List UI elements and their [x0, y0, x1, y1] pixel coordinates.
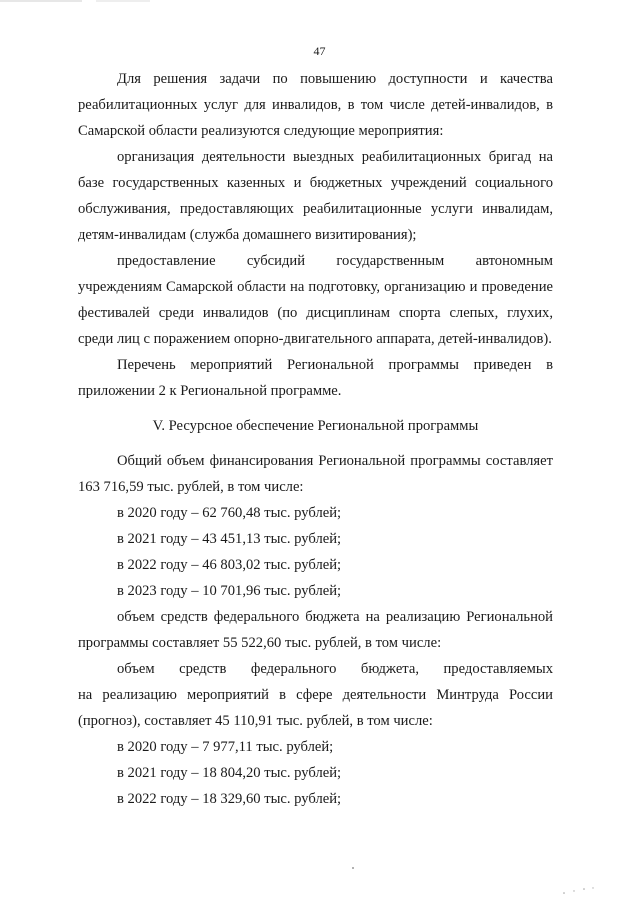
mintrud-funding-2020: в 2020 году – 7 977,11 тыс. рублей;	[117, 739, 334, 755]
paragraph-mintrud-funding	[78, 656, 553, 734]
total-funding-2022: в 2022 году – 46 803,02 тыс. рублей;	[117, 557, 342, 573]
total-funding-2021: в 2021 году – 43 451,13 тыс. рублей;	[117, 531, 342, 547]
scan-speck	[350, 865, 356, 871]
paragraph-task-intro: Для решения задачи по повышению доступности и качества реабилитационных услуг для инвалидов, в том числе детей-инвалидов, в Самарской области реализуются следующие мероприятия:	[78, 71, 553, 139]
paragraph-federal-funding: объем средств федерального бюджета на реализацию Региональной программы составляет 55 522,60 тыс. рублей, в том числе:	[78, 609, 553, 651]
paragraph-subsidies	[78, 248, 553, 352]
paragraph-total-funding: Общий объем финансирования Региональной программы составляет 163 716,59 тыс. рублей, в том числе:	[78, 453, 553, 495]
mintrud-funding-2021: в 2021 году – 18 804,20 тыс. рублей;	[117, 765, 342, 781]
total-funding-2020: в 2020 году – 62 760,48 тыс. рублей;	[117, 505, 342, 521]
scan-speck	[560, 885, 600, 897]
paragraph-measures-list: Перечень мероприятий Региональной программы приведен в приложении 2 к Региональной программе.	[78, 357, 553, 399]
mintrud-funding-2022: в 2022 году – 18 329,60 тыс. рублей;	[117, 791, 342, 807]
paragraph-subsidies-rest: учреждениям Самарской области на подготовку, организацию и проведение фестивалей среди инвалидов (по дисциплинам спорта слепых, глухих, среди лиц с поражением опорно-двигательного аппарата, детей-инвалидов).	[78, 279, 553, 347]
document-body	[78, 66, 553, 812]
page-number: 47	[313, 44, 326, 58]
paragraph-subsidies-line-1: предоставление субсидий государственным автономным	[117, 253, 553, 269]
paragraph-mintrud-line-1: объем средств федерального бюджета, предоставляемых	[117, 661, 553, 677]
paragraph-mintrud-rest: на реализацию мероприятий в сфере деятельности Минтруда России (прогноз), составляет 45 110,91 тыс. рублей, в том числе:	[78, 687, 553, 729]
section-heading: V. Ресурсное обеспечение Региональной программы	[152, 418, 479, 434]
paragraph-mobile-teams: организация деятельности выездных реабилитационных бригад на базе государственных казенных и бюджетных учреждений социального обслуживания, предоставляющих реабилитационные услуги инвалидам, детям-инвалидам (служба домашнего визитирования);	[78, 149, 553, 243]
scan-edge-mark	[0, 0, 165, 3]
total-funding-2023: в 2023 году – 10 701,96 тыс. рублей;	[117, 583, 342, 599]
